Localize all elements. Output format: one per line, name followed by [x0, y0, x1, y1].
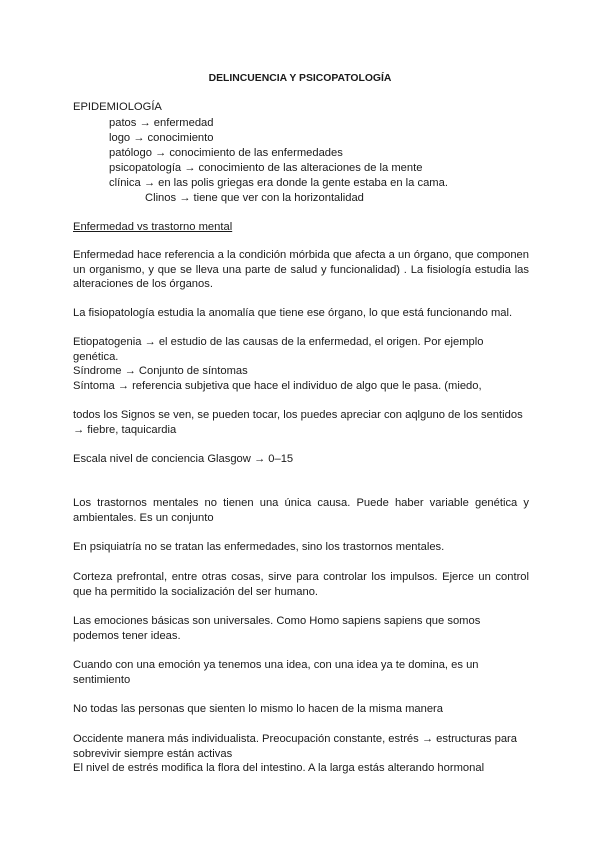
term-patos: patos → enfermedad [109, 117, 214, 129]
paragraph-sindrome: Síndrome → Conjunto de síntomas [73, 365, 248, 377]
paragraph-etiopatogenia: Etiopatogenia → el estudio de las causas de la enfermedad, el origen. Por ejemplo genética. [73, 336, 484, 363]
paragraph-sentimiento: Cuando con una emoción ya tenemos una idea, con una idea ya te domina, es un sentimiento [73, 659, 479, 686]
paragraph-fisiopatologia: La fisiopatología estudia la anomalía que tiene ese órgano, lo que está funcionando mal. [73, 307, 513, 319]
paragraph-psiquiatria: En psiquiatría no se tratan las enfermedades, sino los trastornos mentales. [73, 541, 445, 553]
paragraph-enfermedad: Enfermedad hace referencia a la condición mórbida que afecta a un órgano, que componen un organismo, y que se lleva una parte de salud y funcionalidad) . La fisiología estudia las alteraciones de los órganos. [73, 249, 529, 290]
term-clinica: clínica → en las polis griegas era donde la gente estaba en la cama. [109, 177, 448, 189]
document-title: DELINCUENCIA Y PSICOPATOLOGÍA [208, 73, 392, 84]
paragraph-occidente: Occidente manera más individualista. Preocupación constante, estrés → estructuras para sobrevivir siempre están activas [73, 733, 517, 760]
paragraph-personas: No todas las personas que sienten lo mismo lo hacen de la misma manera [73, 703, 444, 715]
term-psicopatologia: psicopatología → conocimiento de las alteraciones de la mente [109, 162, 423, 174]
section-heading-epidemiologia: EPIDEMIOLOGÍA [73, 101, 162, 113]
paragraph-sintoma: Síntoma → referencia subjetiva que hace el individuo de algo que le pasa. (miedo, [73, 380, 482, 392]
paragraph-emociones: Las emociones básicas son universales. Como Homo sapiens sapiens que somos podemos tener ideas. [73, 615, 481, 642]
term-patologo: patólogo → conocimiento de las enfermedades [109, 147, 343, 159]
paragraph-signos: todos los Signos se ven, se pueden tocar, los puedes apreciar con aqlguno de los sentidos → fiebre, taquicardia [73, 409, 523, 436]
subheading-enfermedad-vs-trastorno: Enfermedad vs trastorno mental [73, 221, 233, 233]
paragraph-trastornos-mentales: Los trastornos mentales no tienen una única causa. Puede haber variable genética y ambientales. Es un conjunto [73, 497, 529, 524]
term-logo: logo → conocimiento [109, 132, 214, 144]
paragraph-glasgow: Escala nivel de conciencia Glasgow → 0–15 [73, 453, 294, 465]
paragraph-corteza-prefrontal: Corteza prefrontal, entre otras cosas, sirve para controlar los impulsos. Ejerce un control que ha permitido la socialización del ser humano. [73, 571, 529, 598]
term-clinos: Clinos → tiene que ver con la horizontalidad [145, 192, 364, 204]
paragraph-estres: El nivel de estrés modifica la flora del intestino. A la larga estás alterando hormonal [73, 762, 485, 774]
